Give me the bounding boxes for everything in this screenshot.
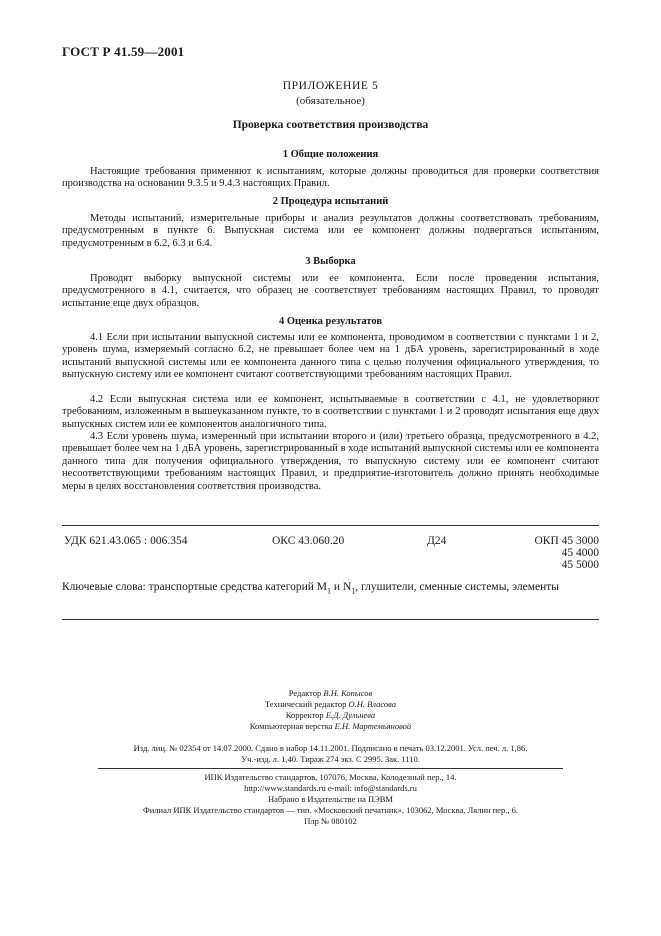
- keywords-subscript-1: 1: [327, 586, 332, 596]
- section-4-paragraph-1: 4.1 Если при испытании выпускной системы или ее компонента, проводимом в соответствии с пунктами 1 и 2, уровень шума, измеряемый согласно 6.2, не превышает более чем на 1 дБА уровень, зарегистрированный в ходе испытаний выпускной системы или ее компонента данного типа с целью получения официального утверждения, то выпускную систему или ее компонент считают соответствующими требованиям настоящих Правил.: [62, 332, 599, 381]
- editor-label: Редактор: [288, 688, 322, 698]
- group-code: Д24: [427, 535, 447, 547]
- document-code: ГОСТ Р 41.59—2001: [62, 44, 185, 59]
- publisher-line-3: Набрано в Издательстве на ПЭВМ: [268, 794, 393, 804]
- section-heading-3: 3 Выборка: [305, 256, 356, 267]
- keywords-prefix: Ключевые слова: транспортные средства категорий M: [62, 581, 328, 593]
- okp-extra-codes: [562, 548, 599, 571]
- annex-title: ПРИЛОЖЕНИЕ 5: [282, 80, 379, 92]
- tech-editor-line: [62, 699, 599, 710]
- okp-extra-code: 45 5000: [561, 558, 599, 571]
- annex-subtitle: (обязательное): [296, 95, 365, 107]
- section-4-paragraph-2: 4.2 Если выпускная система или ее компонент, испытываемые в соответствии с 4.1, не удовлетворяют требованиям, изложенным в вышеуказанном пункте, то в соответствии с пунктами 1 и 2 проводят испытания еще двух выпускных систем или ее компонентов аналогичного типа.: [62, 394, 599, 430]
- publisher-line-2: http://www.standards.ru e-mail: info@standards.ru: [244, 783, 417, 793]
- classification-block: [62, 536, 599, 576]
- publisher-line-4: Филиал ИПК Издательство стандартов — тип. «Московский печатник», 103062, Москва, Лялин пер., 6.: [143, 805, 518, 815]
- publisher-info: [62, 772, 599, 827]
- section-heading-4: 4 Оценка результатов: [278, 316, 383, 327]
- license-info: [62, 743, 599, 765]
- classification-top-rule: [62, 525, 599, 526]
- layout-label: Компьютерная верстка: [249, 721, 333, 731]
- keywords-middle: и N: [331, 581, 352, 593]
- license-line-1: Изд. лиц. № 02354 от 14.07.2000. Сдано в набор 14.11.2001. Подписано в печать 03.12.2001. Усл. печ. л. 1,86.: [133, 743, 528, 753]
- license-line-2: Уч.-изд. л. 1,40. Тираж 274 экз. С 2995. Зак. 1110.: [241, 754, 420, 764]
- section-heading-1: 1 Общие положения: [282, 149, 379, 160]
- tech-editor-label: Технический редактор: [264, 699, 347, 709]
- keywords-subscript-2: 1: [351, 586, 356, 596]
- layout-line: [62, 721, 599, 732]
- keywords-suffix: , глушители, сменные системы, элементы: [355, 581, 560, 593]
- corrector-name: Е.Д. Дульнева: [325, 710, 376, 720]
- corrector-line: [62, 710, 599, 721]
- keywords-line: [62, 581, 599, 595]
- corrector-label: Корректор: [285, 710, 324, 720]
- publisher-line-1: ИПК Издательство стандартов, 107076, Москва, Колодезный пер., 14.: [204, 772, 457, 782]
- okp-extra-code: 45 4000: [561, 547, 599, 559]
- section-1-paragraph: Настоящие требования применяют к испытаниям, которые должны проводиться для проверки соответствия производства на основании 9.3.5 и 9.4.3 настоящих Правил.: [62, 166, 599, 190]
- editor-name: В.Н. Копысов: [323, 688, 373, 698]
- section-2-paragraph: Методы испытаний, измерительные приборы и анализ результатов должны соответствовать требованиям, предусмотренным в пункте 6. Выпускная система или ее компонент должны подвергаться испытаниям, предусмотренным в 6.2, 6.3 и 6.4.: [62, 213, 599, 249]
- imprint-rule: [98, 768, 563, 769]
- main-title: Проверка соответствия производства: [232, 119, 429, 131]
- section-4-paragraph-3: 4.3 Если уровень шума, измеренный при испытании второго и (или) третьего образца, предусмотренного в 4.2, превышает более чем на 1 дБА уровень, зарегистрированный в ходе испытаний выпускной системы или ее компонента данного типа для получения официального утверждения, то выпускную систему или ее компонент считают несоответствующими требованиям настоящих Правил, и предприятие-изготовитель должно принять необходимые меры в целях восстановления соответствия производства.: [62, 431, 599, 492]
- tech-editor-name: О.Н. Власова: [348, 699, 397, 709]
- editor-line: [62, 688, 599, 699]
- section-3-paragraph: Проводят выборку выпускной системы или ее компонента. Если после проведения испытания, предусмотренного в 4.1, считается, что образец не соответствует требованиям настоящих Правил, то проводят испытание еще двух образцов.: [62, 273, 599, 309]
- imprint-credits: [62, 688, 599, 732]
- layout-name: Е.Н. Мартемьяновой: [334, 721, 412, 731]
- oks-code: ОКС 43.060.20: [272, 535, 345, 547]
- udk-code: УДК 621.43.065 : 006.354: [64, 535, 188, 547]
- keywords-bottom-rule: [62, 619, 599, 620]
- okp-code: ОКП 45 3000: [534, 535, 599, 547]
- section-heading-2: 2 Процедура испытаний: [272, 196, 389, 207]
- publisher-line-5: Плр № 080102: [304, 816, 357, 826]
